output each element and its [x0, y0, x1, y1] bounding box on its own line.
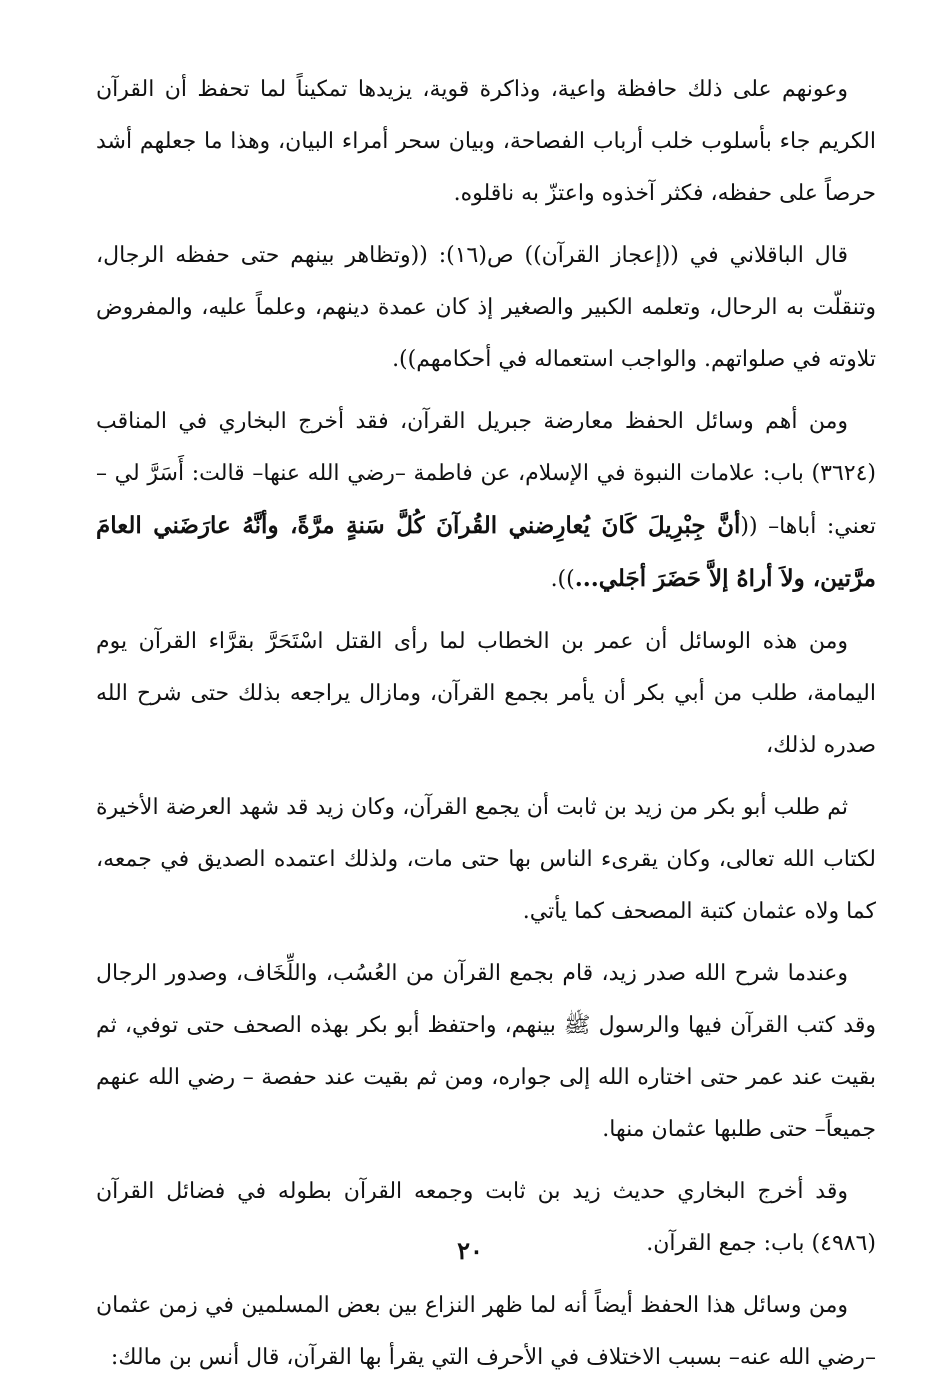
- paragraph-umar-yamama: ومن هذه الوسائل أن عمر بن الخطاب لما رأى القتل اسْتَحَرَّ بقرَّاء القرآن يوم اليمامة، طلب من أبي بكر أن يأمر بجمع القرآن، ومازال يراجعه بذلك حتى شرح الله صدره لذلك،: [96, 629, 876, 758]
- page-number: ٢٠: [457, 1236, 483, 1265]
- paragraph-zayd-collection: ثم طلب أبو بكر من زيد بن ثابت أن يجمع القرآن، وكان زيد قد شهد العرضة الأخيرة لكتاب الله تعالى، وكان يقرىء الناس بها حتى مات، ولذلك اعتمده الصديق في جمعه، كما ولاه عثمان كتبة المصحف كما يأتي.: [96, 795, 876, 924]
- paragraph-zayd-sources: وعندما شرح الله صدر زيد، قام بجمع القرآن من العُسُب، واللِّخَاف، وصدور الرجال وقد كتب القرآن فيها والرسول ﷺ بينهم، واحتفظ أبو بكر بهذه الصحف حتى توفي، ثم بقيت عند عمر حتى اختاره الله إلى جواره، ومن ثم بقيت عند حفصة – رضي الله عنهم جميعاً– حتى طلبها عثمان منها.: [96, 961, 876, 1142]
- paragraph-uthman-dispute: ومن وسائل هذا الحفظ أيضاً أنه لما ظهر النزاع بين بعض المسلمين في زمن عثمان –رضي الله عنه– بسبب الاختلاف في الأحرف التي يقرأ بها القرآن، قال أنس بن مالك:: [96, 1293, 876, 1370]
- paragraph-jibril-review: [96, 396, 876, 606]
- paragraph-jibril-closing: )).: [550, 567, 575, 592]
- document-page: [96, 64, 876, 1394]
- paragraph-baqillani-quote: قال الباقلاني في ((إعجاز القرآن)) ص(١٦): ((وتظاهر بينهم حتى حفظه الرجال، وتنقلّت به الرحال، وتعلمه الكبير والصغير إذ كان عمدة دينهم، وعلماً عليه، والمفروض تلاوته في صلواتهم. والواجب استعماله في أحكامهم)).: [96, 243, 876, 372]
- paragraph-bukhari-reference: وقد أخرج البخاري حديث زيد بن ثابت وجمعه القرآن بطوله في فضائل القرآن (٤٩٨٦) باب: جمع القرآن.: [96, 1179, 876, 1256]
- paragraph-jibril-intro: ومن أهم وسائل الحفظ معارضة جبريل القرآن، فقد أخرج البخاري في المناقب (٣٦٢٤) باب: علامات النبوة في الإسلام، عن فاطمة –رضي الله عنها– قالت: أَسَرَّ لي –تعني: أباها– ((: [96, 409, 876, 539]
- paragraph-memorization-qualities: وعونهم على ذلك حافظة واعية، وذاكرة قوية، يزيدها تمكيناً لما تحفظ أن القرآن الكريم جاء بأسلوب خلب أرباب الفصاحة، وبيان سحر أمراء البيان، وهذا ما جعلهم أشد حرصاً على حفظه، فكثر آخذوه واعتزّ به ناقلوه.: [96, 77, 876, 206]
- hadith-text: أنَّ جِبْرِيلَ كَانَ يُعارِضني القُرآنَ كُلَّ سَنةٍ مرَّةً، وأنَّهُ عارَضَني العامَ مرَّتين، ولاَ أراهُ إلاَّ حَضَرَ أجَلي...: [96, 512, 876, 592]
